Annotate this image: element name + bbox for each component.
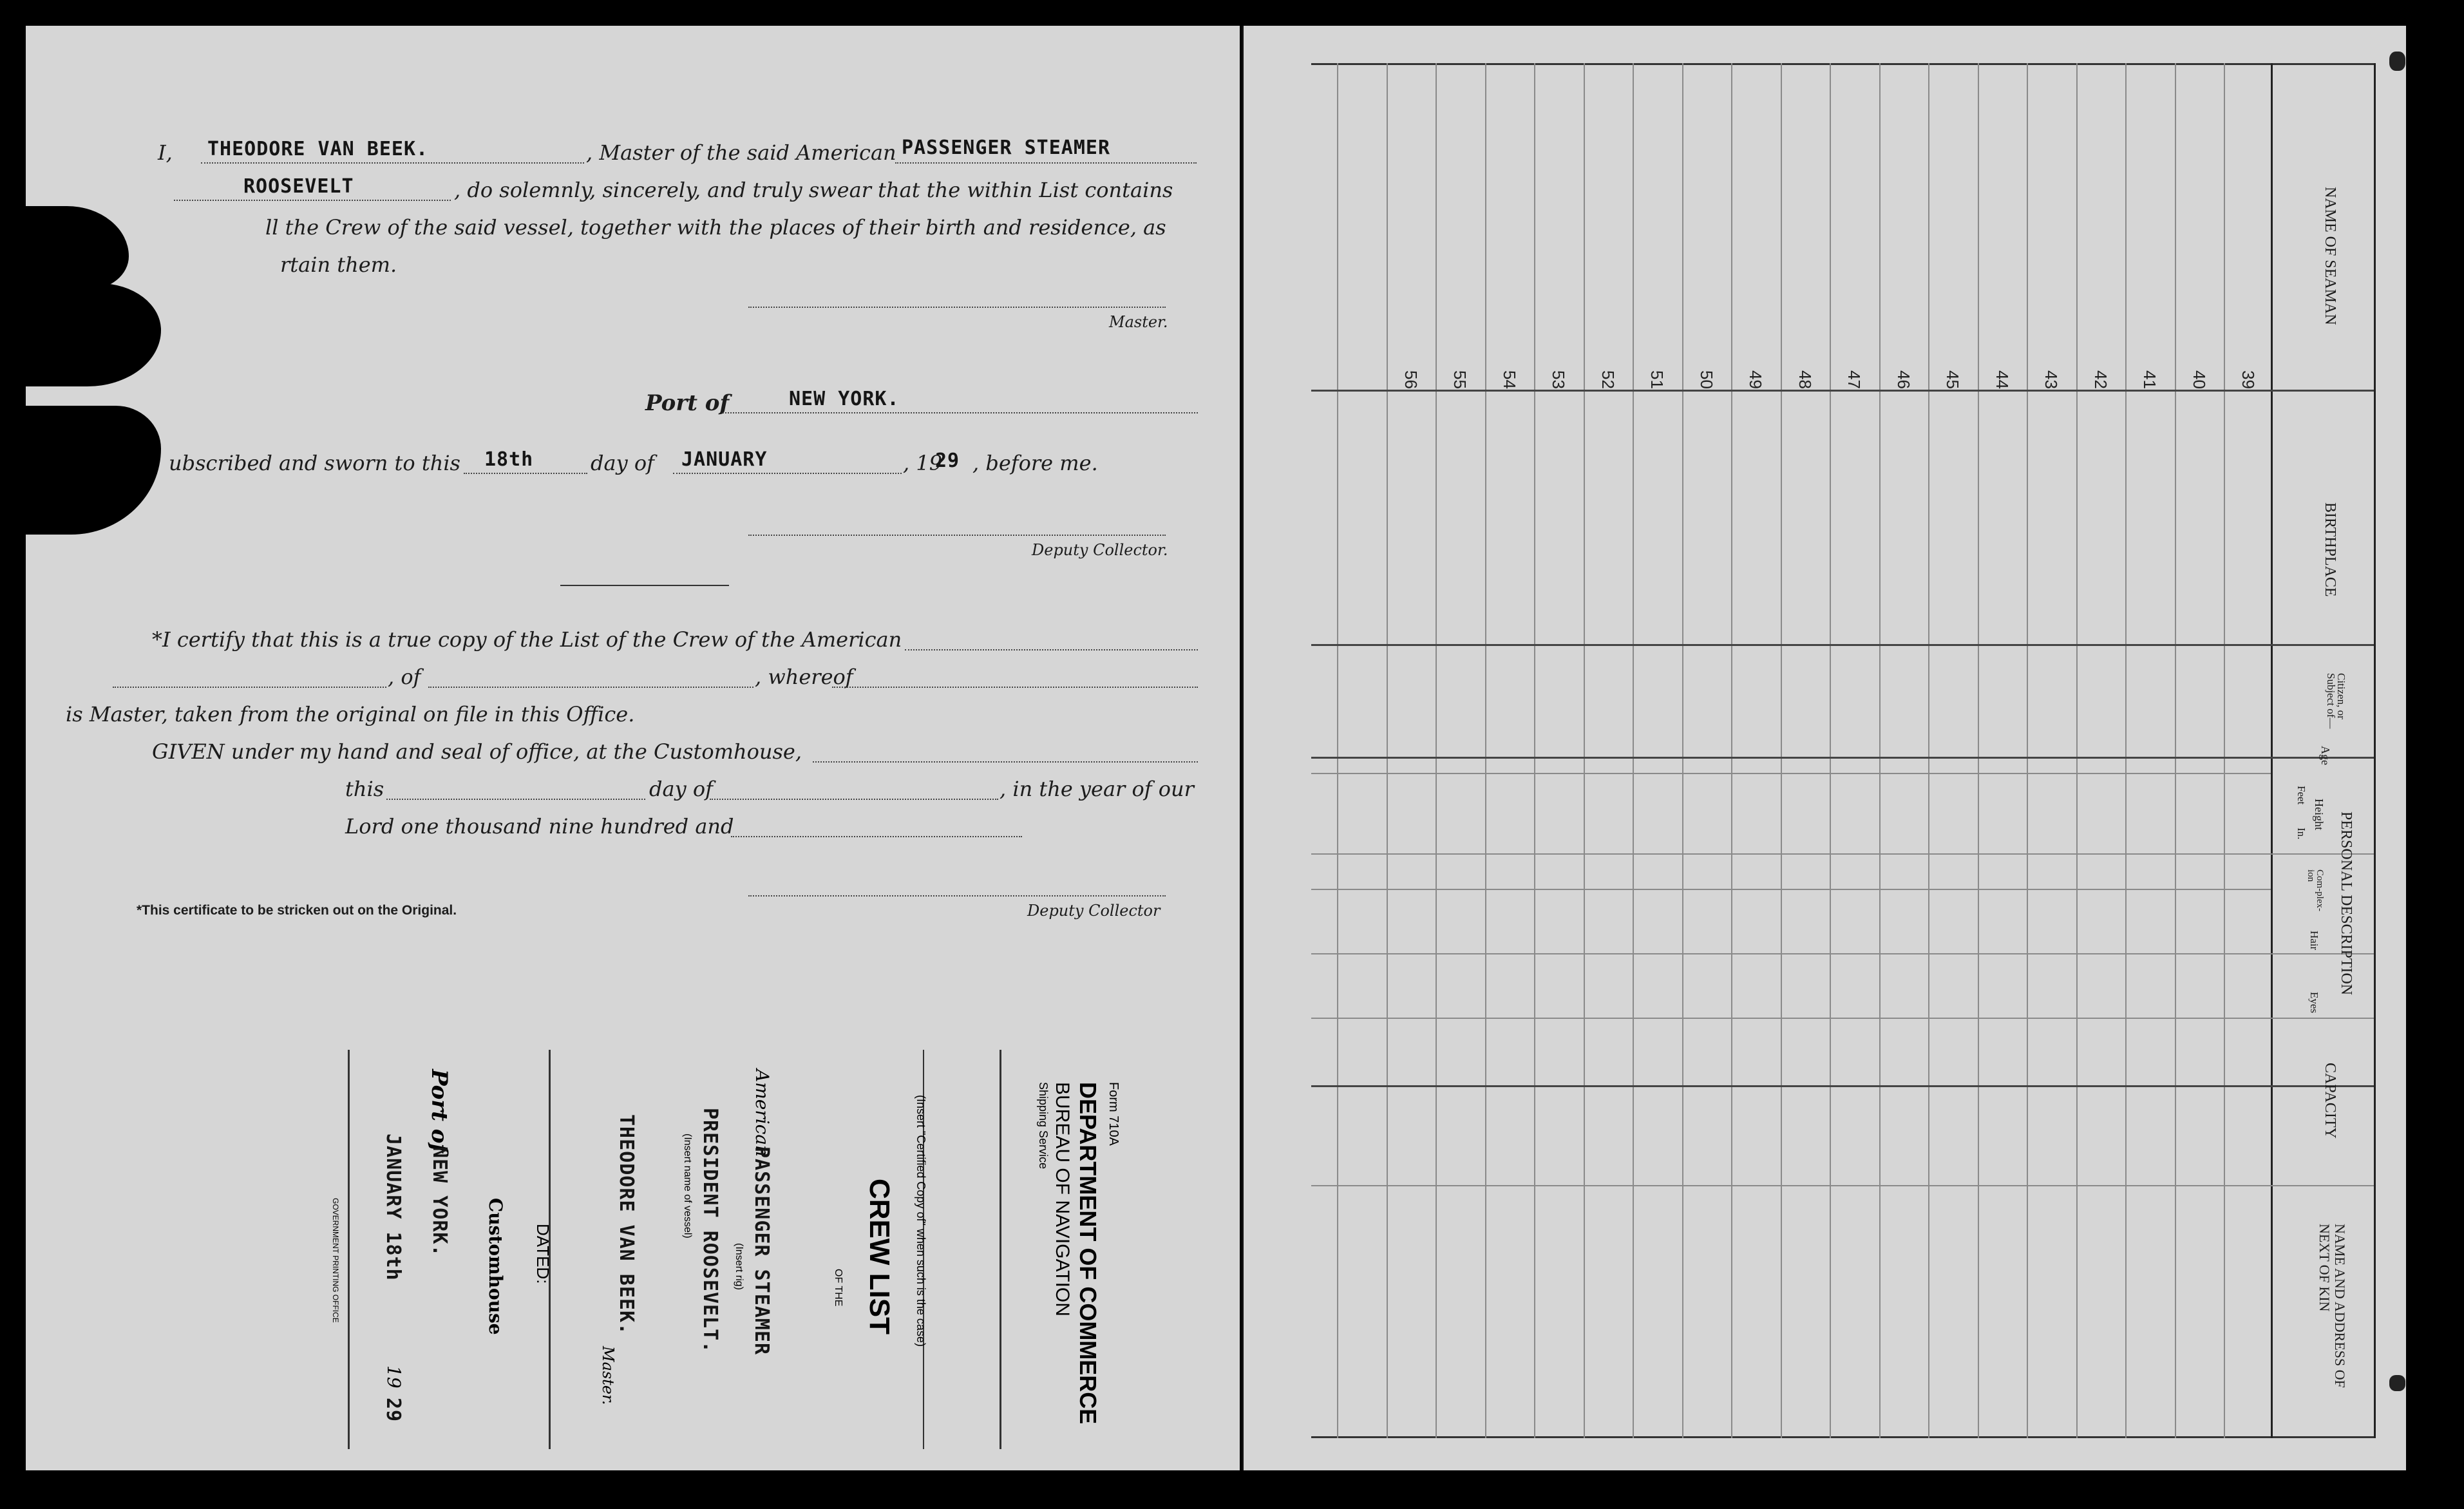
certify-whereof: , whereof bbox=[755, 665, 853, 689]
row-rule bbox=[2224, 63, 2225, 1438]
header-capacity: CAPACITY bbox=[2322, 1063, 2338, 1139]
header-eyes: Eyes bbox=[2308, 992, 2320, 1014]
header-height: Height bbox=[2313, 799, 2326, 830]
oath-i: I, bbox=[158, 140, 173, 165]
certify-month-line bbox=[710, 799, 998, 800]
certify-line-3: is Master, taken from the original on file in this Office. bbox=[66, 702, 635, 726]
row-rule bbox=[1731, 63, 1732, 1438]
vessel-name-line bbox=[174, 200, 451, 201]
row-number: 43 bbox=[2042, 370, 2061, 389]
table-top-border bbox=[1311, 63, 2374, 65]
cover-form-number: Form 710A bbox=[1106, 1082, 1121, 1146]
oath-sheet bbox=[26, 26, 1240, 1470]
row-number: 52 bbox=[1598, 370, 1618, 389]
cover-service: Shipping Service bbox=[1037, 1082, 1050, 1170]
row-rule bbox=[1485, 63, 1486, 1438]
certify-line-1: *I certify that this is a true copy of the List of the Crew of the American bbox=[152, 627, 902, 652]
column-rule bbox=[1311, 1018, 2374, 1019]
certify-line-4: GIVEN under my hand and seal of office, at the Customhouse, bbox=[152, 739, 802, 764]
sworn-prefix: ubscribed and sworn to this bbox=[169, 451, 460, 475]
cover-port-of: Port of bbox=[426, 1069, 452, 1153]
section-divider bbox=[560, 585, 729, 586]
row-number: 48 bbox=[1795, 370, 1815, 389]
ascertain-text: rtain them. bbox=[280, 252, 397, 277]
binding-mark-bottom bbox=[2389, 1375, 2405, 1391]
crew-text: ll the Crew of the said vessel, together with the places of their birth and residence, as bbox=[265, 215, 1166, 240]
master-signature-line bbox=[748, 307, 1166, 308]
certify-lord: Lord one thousand nine hundred and bbox=[345, 814, 734, 839]
cover-master-name: THEODORE VAN BEEK. bbox=[615, 1114, 638, 1336]
port-value: NEW YORK. bbox=[789, 388, 900, 410]
cover-dept: DEPARTMENT OF COMMERCE bbox=[1075, 1082, 1101, 1425]
column-rule bbox=[1311, 390, 2374, 392]
cover-rig: PASSENGER STEAMER bbox=[750, 1146, 773, 1356]
header-hair: Hair bbox=[2308, 931, 2320, 951]
vessel-type-line bbox=[895, 162, 1197, 164]
cover-year: 29 bbox=[382, 1398, 404, 1423]
cover-bureau: BUREAU OF NAVIGATION bbox=[1052, 1082, 1073, 1316]
cover-rule-right bbox=[1000, 1050, 1001, 1449]
header-citizen: Citizen, or Subject of— bbox=[2325, 673, 2347, 729]
certificate-footnote: *This certificate to be stricken out on the Original. bbox=[137, 903, 457, 918]
certify-in-year: , in the year of our bbox=[1000, 777, 1194, 801]
header-next-of-kin: NAME AND ADDRESS OF NEXT OF KIN bbox=[2317, 1224, 2348, 1388]
header-personal-description: PERSONAL DESCRIPTION bbox=[2338, 811, 2355, 996]
cover-port-value: NEW YORK. bbox=[428, 1146, 451, 1257]
sworn-before-me: , before me. bbox=[972, 451, 1098, 475]
row-number: 45 bbox=[1943, 370, 1962, 389]
row-rule bbox=[2076, 63, 2078, 1438]
vessel-name-fragment: ROOSEVELT bbox=[243, 175, 354, 198]
certify-whereof-line bbox=[832, 687, 1198, 688]
row-rule bbox=[1387, 63, 1388, 1438]
header-rule bbox=[2374, 63, 2376, 1438]
row-number: 51 bbox=[1647, 370, 1667, 389]
cover-american: American bbox=[752, 1069, 773, 1157]
master-signature-label: Master. bbox=[1109, 313, 1168, 331]
row-number: 44 bbox=[1992, 370, 2012, 389]
certify-day-of: day of bbox=[649, 777, 713, 801]
sworn-month: JANUARY bbox=[681, 448, 768, 471]
certify-name-line bbox=[113, 687, 386, 688]
cover-of-the: OF THE bbox=[833, 1269, 844, 1307]
master-of-said-text: , Master of the said American bbox=[586, 140, 896, 165]
master-name: THEODORE VAN BEEK. bbox=[207, 138, 429, 160]
row-number: 42 bbox=[2090, 370, 2110, 389]
cover-vessel-name: PRESIDENT ROOSEVELT. bbox=[699, 1108, 721, 1354]
row-rule bbox=[1436, 63, 1437, 1438]
row-number: 47 bbox=[1844, 370, 1864, 389]
row-rule bbox=[1830, 63, 1831, 1438]
column-rule bbox=[1311, 1185, 2374, 1186]
certify-deputy-line bbox=[748, 895, 1166, 897]
deputy-signature-line bbox=[748, 535, 1166, 536]
row-rule bbox=[1879, 63, 1881, 1438]
row-rule bbox=[1928, 63, 1929, 1438]
row-rule bbox=[2125, 63, 2127, 1438]
row-number: 55 bbox=[1450, 370, 1470, 389]
cover-insert-rig: (Insert rig) bbox=[734, 1243, 744, 1290]
cover-year-prefix: 19 bbox=[383, 1365, 404, 1389]
certify-this: this bbox=[345, 777, 384, 801]
row-rule bbox=[1781, 63, 1782, 1438]
header-name-of-seaman: NAME OF SEAMAN bbox=[2322, 187, 2338, 325]
certify-year-line bbox=[731, 836, 1022, 837]
port-label: Port of bbox=[645, 390, 730, 416]
column-rule bbox=[1311, 644, 2374, 646]
row-number: 39 bbox=[2239, 370, 2258, 389]
row-number: 56 bbox=[1401, 370, 1421, 389]
header-rule bbox=[2271, 63, 2273, 1438]
deputy-signature-label: Deputy Collector. bbox=[1032, 541, 1168, 559]
cover-master-label: Master. bbox=[599, 1346, 617, 1405]
cover-crew-list-title: CREW LIST bbox=[864, 1179, 895, 1334]
certify-of: , of bbox=[388, 665, 421, 689]
sworn-day: 18th bbox=[484, 448, 534, 471]
certify-deputy-label: Deputy Collector bbox=[1027, 902, 1161, 920]
row-rule bbox=[1584, 63, 1585, 1438]
certify-of-line bbox=[428, 687, 753, 688]
row-number: 40 bbox=[2189, 370, 2209, 389]
sworn-month-line bbox=[673, 473, 902, 474]
cover-date: JANUARY 18th bbox=[382, 1134, 404, 1281]
table-bottom-border bbox=[1311, 1436, 2374, 1438]
binding-mark-top bbox=[2389, 52, 2405, 71]
row-number: 50 bbox=[1696, 370, 1716, 389]
certify-vessel-line bbox=[905, 649, 1198, 650]
port-line bbox=[723, 412, 1198, 413]
cover-dated: DATED: bbox=[533, 1224, 553, 1284]
row-rule bbox=[1633, 63, 1634, 1438]
header-inches: In. bbox=[2295, 828, 2308, 840]
customhouse-line bbox=[813, 761, 1198, 763]
row-rule bbox=[1978, 63, 1979, 1438]
column-rule bbox=[1311, 853, 2374, 855]
header-birthplace: BIRTHPLACE bbox=[2322, 502, 2338, 597]
crew-table-sheet bbox=[1242, 26, 2406, 1470]
cover-customhouse: Customhouse bbox=[485, 1198, 506, 1335]
row-number: 54 bbox=[1499, 370, 1519, 389]
sworn-day-line bbox=[464, 473, 587, 474]
swear-text: , do solemnly, sincerely, and truly swear that the within List contains bbox=[454, 178, 1173, 202]
row-number: 46 bbox=[1893, 370, 1913, 389]
header-feet: Feet bbox=[2295, 786, 2308, 805]
header-complexion: Com-plex-ion bbox=[2306, 869, 2325, 911]
torn-edge-lower bbox=[26, 406, 161, 535]
row-rule bbox=[2175, 63, 2176, 1438]
row-rule bbox=[2027, 63, 2028, 1438]
column-rule bbox=[1311, 889, 2271, 890]
header-age: Age bbox=[2319, 746, 2332, 765]
column-rule bbox=[1311, 953, 2374, 954]
row-rule bbox=[1534, 63, 1535, 1438]
vessel-type: PASSENGER STEAMER bbox=[902, 137, 1111, 159]
row-number: 53 bbox=[1549, 370, 1568, 389]
row-rule bbox=[1682, 63, 1683, 1438]
master-name-line bbox=[201, 162, 584, 164]
row-number: 41 bbox=[2140, 370, 2159, 389]
column-rule bbox=[1311, 757, 2374, 759]
cover-insert-vessel: (Insert name of vessel) bbox=[682, 1134, 693, 1239]
sworn-year-prefix: , 19 bbox=[903, 451, 943, 475]
cover-rule-left bbox=[348, 1050, 350, 1449]
certify-day-line bbox=[386, 799, 645, 800]
cover-printer-imprint: GOVERNMENT PRINTING OFFICE bbox=[331, 1198, 340, 1323]
torn-edge-upper bbox=[26, 206, 129, 290]
cover-insert-note: (Insert "Certified Copy of" when such is the case) bbox=[915, 1095, 927, 1347]
column-rule bbox=[1311, 773, 2271, 774]
sworn-year: 29 bbox=[935, 450, 960, 472]
row-number: 49 bbox=[1746, 370, 1765, 389]
torn-edge-middle bbox=[26, 283, 161, 386]
column-rule bbox=[1311, 1085, 2374, 1087]
row-rule bbox=[1337, 63, 1338, 1438]
sworn-day-of: day of bbox=[591, 451, 654, 475]
